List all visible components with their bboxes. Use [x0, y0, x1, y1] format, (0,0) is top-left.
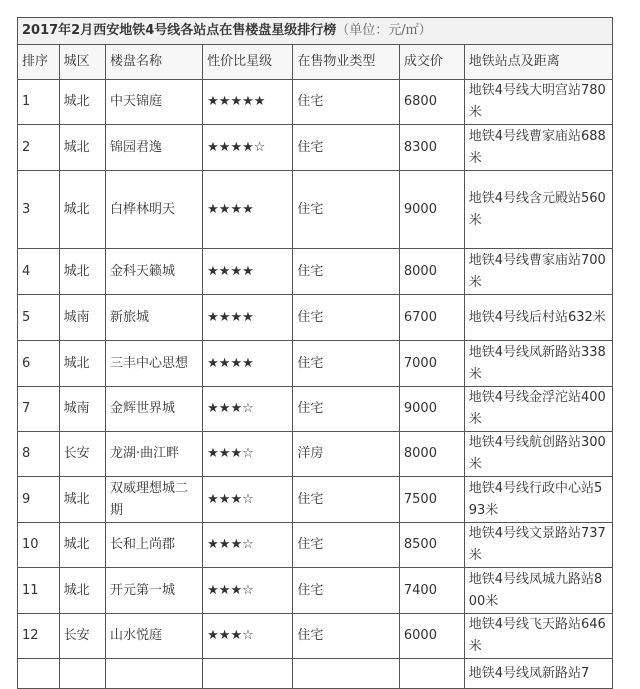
cell-name: 金辉世界城 [105, 387, 202, 432]
cell-district: 城南 [59, 387, 105, 432]
cell-stars: ★★★☆ [203, 568, 293, 614]
cell-station: 地铁4号线航创路站300米 [464, 432, 612, 477]
cell-type: 住宅 [293, 387, 399, 432]
cell-price: 8500 [399, 523, 464, 568]
cell-stars: ★★★★ [203, 295, 293, 341]
table-row [18, 387, 613, 432]
cell-price: 7500 [399, 477, 464, 523]
table-row [18, 568, 613, 614]
header-stars: 性价比星级 [203, 45, 293, 80]
cell-price: 7000 [399, 341, 464, 387]
cell-type: 住宅 [293, 477, 399, 523]
cell-stars: ★★★☆ [203, 477, 293, 523]
cell-price: 7400 [399, 568, 464, 614]
cell-stars: ★★★☆ [203, 614, 293, 659]
cell-station: 地铁4号线金浮沱站400米 [464, 387, 612, 432]
cell-name: 山水悦庭 [105, 614, 202, 659]
table-row [18, 523, 613, 568]
cell-district: 城北 [59, 341, 105, 387]
cell-rank: 5 [18, 295, 60, 341]
cell-price: 8300 [399, 125, 464, 171]
cell-station: 地铁4号线凤城九路站800米 [464, 568, 612, 614]
table-row [18, 432, 613, 477]
title-text: 2017年2月西安地铁4号线各站点在售楼盘星级排行榜 [22, 23, 337, 38]
cell-stars: ★★★☆ [203, 432, 293, 477]
cell-name: 新旅城 [105, 295, 202, 341]
cell-station: 地铁4号线含元殿站560米 [464, 171, 612, 249]
title-row [18, 18, 613, 45]
cell-type: 住宅 [293, 568, 399, 614]
cell-stars: ★★★☆ [203, 523, 293, 568]
ranking-table [17, 17, 613, 689]
cell-station: 地铁4号线大明宫站780米 [464, 80, 612, 125]
header-row [18, 45, 613, 80]
cell-station: 地铁4号线凤新路站7 [464, 659, 612, 689]
cell-name: 中天锦庭 [105, 80, 202, 125]
cell-district: 城北 [59, 477, 105, 523]
cell-type: 洋房 [293, 432, 399, 477]
table-row [18, 341, 613, 387]
cell-price: 8000 [399, 249, 464, 295]
cell-rank: 10 [18, 523, 60, 568]
cell-station: 地铁4号线曹家庙站688米 [464, 125, 612, 171]
cell-district: 城南 [59, 295, 105, 341]
cell-district [59, 659, 105, 689]
cell-rank [18, 659, 60, 689]
cell-station: 地铁4号线飞天路站646米 [464, 614, 612, 659]
table-title [18, 18, 613, 45]
cell-rank: 12 [18, 614, 60, 659]
cell-rank: 3 [18, 171, 60, 249]
cell-district: 长安 [59, 614, 105, 659]
cell-rank: 7 [18, 387, 60, 432]
cell-type: 住宅 [293, 171, 399, 249]
cell-rank: 11 [18, 568, 60, 614]
cell-district: 城北 [59, 523, 105, 568]
header-rank: 排序 [18, 45, 60, 80]
cell-name: 金科天籁城 [105, 249, 202, 295]
cell-rank: 6 [18, 341, 60, 387]
table-row [18, 171, 613, 249]
table-row [18, 659, 613, 689]
cell-price: 6000 [399, 614, 464, 659]
table-row [18, 477, 613, 523]
cell-stars: ★★★★☆ [203, 125, 293, 171]
cell-stars: ★★★☆ [203, 387, 293, 432]
cell-rank: 1 [18, 80, 60, 125]
header-type: 在售物业类型 [293, 45, 399, 80]
cell-name: 白桦林明天 [105, 171, 202, 249]
header-name: 楼盘名称 [105, 45, 202, 80]
cell-price [399, 659, 464, 689]
cell-type: 住宅 [293, 614, 399, 659]
cell-price: 6700 [399, 295, 464, 341]
cell-district: 城北 [59, 568, 105, 614]
cell-type: 住宅 [293, 80, 399, 125]
header-price: 成交价 [399, 45, 464, 80]
cell-station: 地铁4号线后村站632米 [464, 295, 612, 341]
cell-rank: 2 [18, 125, 60, 171]
cell-station: 地铁4号线文景路站737米 [464, 523, 612, 568]
cell-district: 城北 [59, 171, 105, 249]
cell-rank: 9 [18, 477, 60, 523]
cell-stars: ★★★★ [203, 171, 293, 249]
cell-type [293, 659, 399, 689]
cell-stars: ★★★★ [203, 249, 293, 295]
cell-price: 9000 [399, 387, 464, 432]
unit-text: （单位：元/㎡） [336, 23, 432, 38]
cell-district: 城北 [59, 80, 105, 125]
cell-type: 住宅 [293, 249, 399, 295]
table-row [18, 80, 613, 125]
cell-name: 双威理想城二期 [105, 477, 202, 523]
cell-district: 长安 [59, 432, 105, 477]
cell-name: 三丰中心思想 [105, 341, 202, 387]
table-row [18, 614, 613, 659]
cell-stars [203, 659, 293, 689]
cell-name: 开元第一城 [105, 568, 202, 614]
cell-type: 住宅 [293, 341, 399, 387]
cell-type: 住宅 [293, 523, 399, 568]
cell-price: 6800 [399, 80, 464, 125]
cell-name [105, 659, 202, 689]
cell-stars: ★★★★ [203, 341, 293, 387]
cell-type: 住宅 [293, 295, 399, 341]
cell-station: 地铁4号线曹家庙站700米 [464, 249, 612, 295]
cell-station: 地铁4号线凤新路站338米 [464, 341, 612, 387]
table-row [18, 295, 613, 341]
header-district: 城区 [59, 45, 105, 80]
cell-rank: 8 [18, 432, 60, 477]
cell-type: 住宅 [293, 125, 399, 171]
cell-district: 城北 [59, 125, 105, 171]
header-station: 地铁站点及距离 [464, 45, 612, 80]
cell-name: 龙湖·曲江畔 [105, 432, 202, 477]
cell-stars: ★★★★★ [203, 80, 293, 125]
cell-name: 长和上尚郡 [105, 523, 202, 568]
table-row [18, 249, 613, 295]
cell-station: 地铁4号线行政中心站593米 [464, 477, 612, 523]
cell-price: 8000 [399, 432, 464, 477]
cell-district: 城北 [59, 249, 105, 295]
cell-rank: 4 [18, 249, 60, 295]
cell-price: 9000 [399, 171, 464, 249]
table-row [18, 125, 613, 171]
cell-name: 锦园君逸 [105, 125, 202, 171]
